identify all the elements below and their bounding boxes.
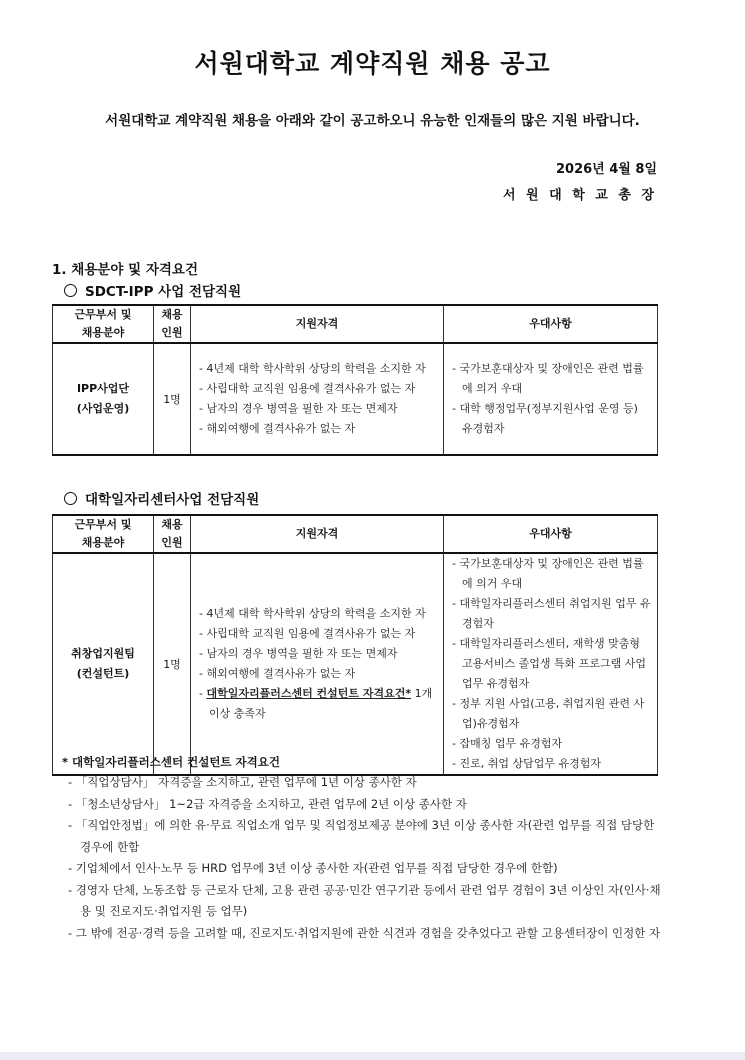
qual-item-prefix: - [199, 687, 207, 700]
header-qual: 지원자격 [191, 515, 444, 553]
header-count [154, 305, 191, 343]
consultant-requirement-link: 대학일자리플러스센터 컨설턴트 자격요건* [206, 687, 412, 700]
qual-item: - 남자의 경우 병역을 필한 자 또는 면제자 [199, 402, 398, 415]
header-dept [53, 305, 154, 343]
dept-cell [53, 553, 154, 775]
dept-line2: (사업운영) [76, 402, 130, 415]
notes-heading: * 대학일자리플러스센터 컨설턴트 자격요건 [62, 755, 280, 769]
header-qual: 지원자격 [191, 305, 444, 343]
intro-text: 서원대학교 계약직원 채용을 아래와 같이 공고하오니 유능한 인재들의 많은 지원 바랍니다. [105, 113, 640, 129]
notes-item: - 「직업안정법」에 의한 유·무료 직업소개 업무 및 직업정보제공 분야에 3년 이상 종사한 자(관련 업무를 직접 담당한 경우에 한함 [68, 818, 655, 854]
notes-item: - 그 밖에 전공·경력 등을 고려할 때, 진로지도·취업지원에 관한 식견과 경험을 갖추었다고 관할 고용센터장이 인정한 자 [68, 925, 661, 940]
header-dept-line1: 근무부서 및 [74, 308, 132, 321]
pref-item: - 대학 행정업무(정부지원사업 운영 등) 유경험자 [452, 402, 638, 435]
pref-item: - 대학일자리플러스센터 취업지원 업무 유경험자 [452, 597, 651, 630]
table-row [53, 343, 658, 455]
header-dept-line2: 채용분야 [81, 536, 125, 549]
circle-bullet-icon [64, 284, 77, 297]
notes-item: - 「청소년상담사」 1~2급 자격증을 소지하고, 관련 업무에 2년 이상 종사한 자 [68, 796, 467, 811]
count-cell: 1명 [154, 343, 191, 455]
section-heading-1: 1. 채용분야 및 자격요건 [52, 262, 198, 278]
header-dept [53, 515, 154, 553]
job2-heading [64, 488, 259, 508]
pref-cell [444, 343, 658, 455]
pref-item: - 국가보훈대상자 및 장애인은 관련 법률에 의거 우대 [452, 557, 644, 590]
circle-bullet-icon [64, 492, 77, 505]
notes-item: - 경영자 단체, 노동조합 등 근로자 단체, 고용 관련 공공·민간 연구기관 등에서 관련 업무 경험이 3년 이상인 자(인사·채용 및 진로지도·취업지원 등 업무) [68, 882, 661, 918]
job1-table [52, 304, 658, 456]
job1-heading [64, 280, 241, 300]
dept-line2: (컨설턴트) [76, 667, 130, 680]
job2-table [52, 514, 658, 776]
header-count-line1: 채용 [161, 308, 183, 321]
qual-item: - 사립대학 교직원 임용에 결격사유가 없는 자 [199, 382, 416, 395]
qual-item: - 사립대학 교직원 임용에 결격사유가 없는 자 [199, 627, 416, 640]
notice-title: 서원대학교 계약직원 채용 공고 [194, 49, 551, 78]
consultant-requirements [62, 752, 662, 944]
table-header-row [53, 515, 658, 553]
dept-line1: IPP사업단 [76, 382, 130, 395]
qual-item: - 남자의 경우 병역을 필한 자 또는 면제자 [199, 647, 398, 660]
qual-item: - 4년제 대학 학사학위 상당의 학력을 소지한 자 [199, 607, 426, 620]
notice-date: 2026년 4월 8일 [556, 162, 657, 177]
dept-line1: 취창업지원팀 [71, 647, 135, 660]
header-pref: 우대사항 [444, 515, 658, 553]
qual-cell [191, 343, 444, 455]
qual-item: - 해외여행에 결격사유가 없는 자 [199, 667, 356, 680]
pref-item: - 국가보훈대상자 및 장애인은 관련 법률에 의거 우대 [452, 362, 644, 395]
header-dept-line2: 채용분야 [81, 326, 125, 339]
signer: 서 원 대 학 교 총 장 [502, 188, 657, 203]
pref-item: - 대학일자리플러스센터, 재학생 맞춤형 고용서비스 졸업생 특화 프로그램 사업 업무 유경험자 [452, 637, 647, 690]
header-count-line2: 인원 [161, 326, 183, 339]
header-count [154, 515, 191, 553]
header-count-line2: 인원 [161, 536, 183, 549]
job1-heading-text: SDCT-IPP 사업 전담직원 [85, 284, 242, 300]
pref-item: - 잡매칭 업무 유경험자 [452, 737, 563, 750]
qual-item: - 해외여행에 결격사유가 없는 자 [199, 422, 356, 435]
header-count-line1: 채용 [161, 518, 183, 531]
qual-item-suffix: 1개 이상 충족자 [209, 687, 433, 720]
notes-item: - 「직업상담사」 자격증을 소지하고, 관련 업무에 1년 이상 종사한 자 [68, 775, 417, 789]
table-header-row [53, 305, 658, 343]
job2-heading-text: 대학일자리센터사업 전담직원 [85, 492, 260, 508]
header-pref: 우대사항 [444, 305, 658, 343]
qual-item-consultant [199, 684, 437, 724]
count-cell: 1명 [154, 553, 191, 775]
pref-item: - 진로, 취업 상담업무 유경험자 [452, 757, 601, 770]
pref-cell [444, 553, 658, 775]
header-dept-line1: 근무부서 및 [74, 518, 132, 531]
footer-bar [0, 1052, 745, 1060]
pref-item: - 정부 지원 사업(고용, 취업지원 관련 사업)유경험자 [452, 697, 645, 730]
notes-item: - 기업체에서 인사·노무 등 HRD 업무에 3년 이상 종사한 자(관련 업무를 직접 담당한 경우에 한함) [68, 861, 558, 875]
table-row [53, 553, 658, 775]
qual-cell [191, 553, 444, 775]
qual-item: - 4년제 대학 학사학위 상당의 학력을 소지한 자 [199, 362, 426, 375]
dept-cell [53, 343, 154, 455]
